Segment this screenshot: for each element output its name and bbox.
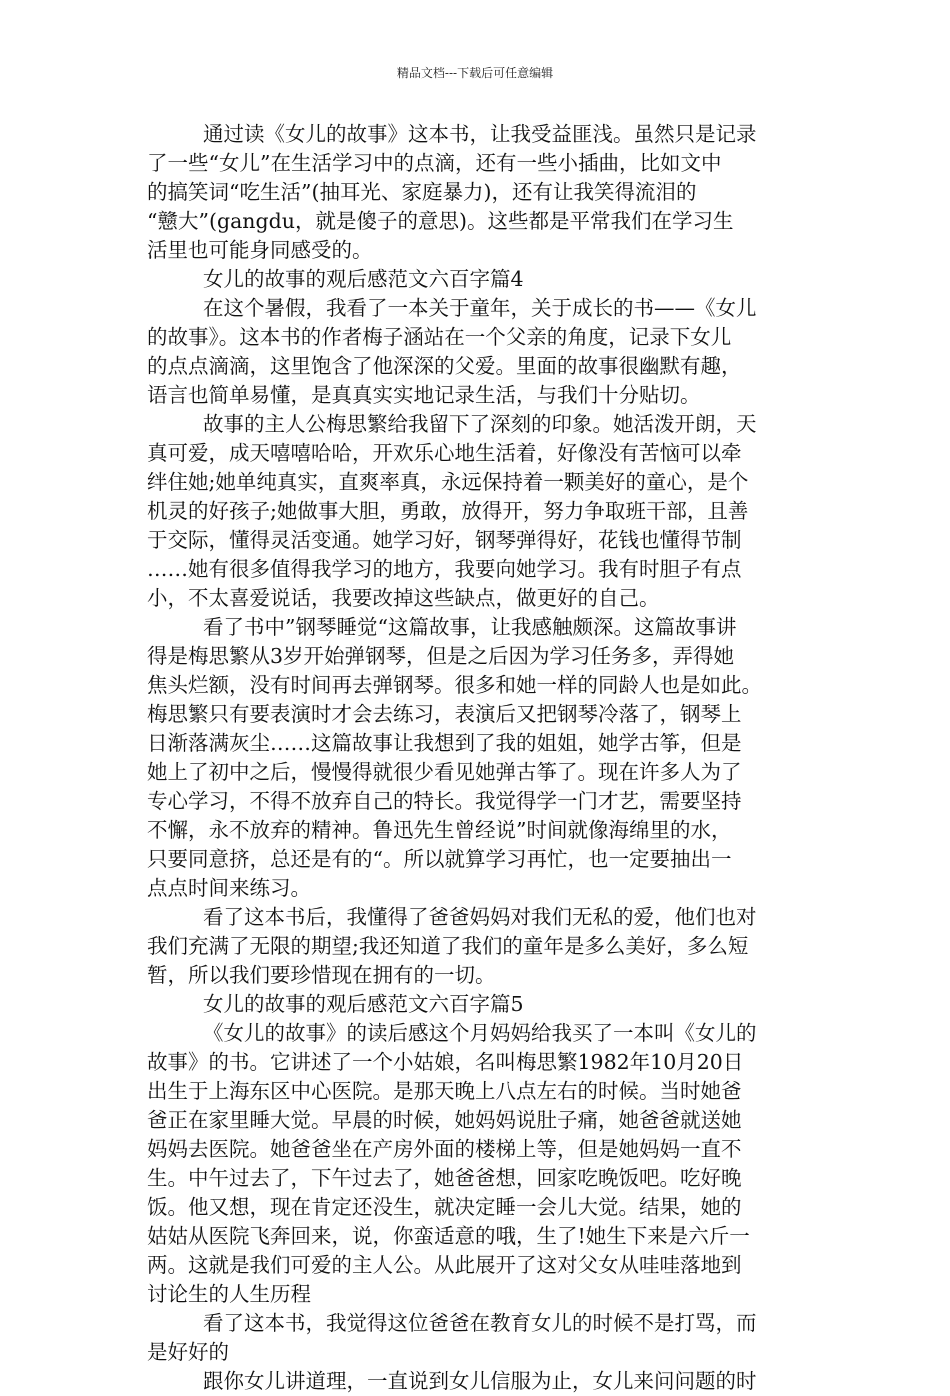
text-line: 妈妈去医院。她爸爸坐在产房外面的楼梯上等，但是她妈妈一直不 bbox=[147, 1137, 742, 1161]
text-line: 讨论生的人生历程 bbox=[147, 1282, 311, 1306]
text-line: 出生于上海东区中心医院。是那天晚上八点左右的时候。当时她爸 bbox=[147, 1079, 742, 1103]
page-header: 精品文档---下载后可任意编辑 bbox=[396, 66, 554, 80]
text-line: 看了书中”钢琴睡觉“这篇故事，让我感触颇深。这篇故事讲 bbox=[203, 615, 737, 639]
text-line: 女儿的故事的观后感范文六百字篇4 bbox=[203, 267, 524, 291]
text-line: 梅思繁只有要表演时才会去练习，表演后又把钢琴冷落了，钢琴上 bbox=[147, 702, 742, 726]
text-line: 的故事》。这本书的作者梅子涵站在一个父亲的角度，记录下女儿 bbox=[147, 325, 732, 349]
text-line: 我们充满了无限的期望;我还知道了我们的童年是多么美好，多么短 bbox=[147, 934, 749, 958]
text-line: 绊住她;她单纯真实，直爽率真，永远保持着一颗美好的童心，是个 bbox=[147, 470, 749, 494]
text-line: ……她有很多值得我学习的地方，我要向她学习。我有时胆子有点 bbox=[147, 557, 742, 581]
text-line: 只要同意挤，总还是有的“。所以就算学习再忙，也一定要抽出一 bbox=[147, 847, 732, 871]
text-line: 了一些“女儿”在生活学习中的点滴，还有一些小插曲，比如文中 bbox=[147, 151, 722, 175]
text-line: 得是梅思繁从3岁开始弹钢琴，但是之后因为学习任务多，弄得她 bbox=[147, 644, 735, 668]
text-line: 是好好的 bbox=[147, 1340, 229, 1364]
text-line: 焦头烂额，没有时间再去弹钢琴。很多和她一样的同龄人也是如此。 bbox=[147, 673, 762, 697]
text-line: 机灵的好孩子;她做事大胆，勇敢，放得开，努力争取班干部，且善 bbox=[147, 499, 749, 523]
text-line: 生。中午过去了，下午过去了，她爸爸想，回家吃晚饭吧。吃好晚 bbox=[147, 1166, 742, 1190]
text-line: 活里也可能身同感受的。 bbox=[147, 238, 373, 262]
text-line: 于交际，懂得灵活变通。她学习好，钢琴弹得好，花钱也懂得节制 bbox=[147, 528, 742, 552]
text-line: “戆大”(gangdu，就是傻子的意思)。这些都是平常我们在学习生 bbox=[147, 209, 734, 233]
text-line: 的点点滴滴，这里饱含了他深深的父爱。里面的故事很幽默有趣， bbox=[147, 354, 742, 378]
text-line: 小，不太喜爱说话，我要改掉这些缺点，做更好的自己。 bbox=[147, 586, 660, 610]
text-line: 她上了初中之后，慢慢得就很少看见她弹古筝了。现在许多人为了 bbox=[147, 760, 742, 784]
text-line: 的搞笑词“吃生活”(抽耳光、家庭暴力)，还有让我笑得流泪的 bbox=[147, 180, 697, 204]
text-line: 专心学习，不得不放弃自己的特长。我觉得学一门才艺，需要坚持 bbox=[147, 789, 742, 813]
text-line: 女儿的故事的观后感范文六百字篇5 bbox=[203, 992, 524, 1016]
text-line: 语言也简单易懂，是真真实实地记录生活，与我们十分贴切。 bbox=[147, 383, 701, 407]
text-line: 《女儿的故事》的读后感这个月妈妈给我买了一本叫《女儿的 bbox=[203, 1021, 757, 1045]
text-line: 故事》的书。它讲述了一个小姑娘，名叫梅思繁1982年10月20日 bbox=[147, 1050, 744, 1074]
text-line: 在这个暑假，我看了一本关于童年，关于成长的书——《女儿 bbox=[203, 296, 757, 320]
text-line: 看了这本书，我觉得这位爸爸在教育女儿的时候不是打骂，而 bbox=[203, 1311, 757, 1335]
text-line: 看了这本书后，我懂得了爸爸妈妈对我们无私的爱，他们也对 bbox=[203, 905, 757, 929]
text-line: 故事的主人公梅思繁给我留下了深刻的印象。她活泼开朗，天 bbox=[203, 412, 757, 436]
text-line: 通过读《女儿的故事》这本书，让我受益匪浅。虽然只是记录 bbox=[203, 122, 757, 146]
text-line: 跟你女儿讲道理，一直说到女儿信服为止，女儿来问问题的时 bbox=[203, 1369, 757, 1393]
text-line: 爸正在家里睡大觉。早晨的时候，她妈妈说肚子痛，她爸爸就送她 bbox=[147, 1108, 742, 1132]
document-body bbox=[147, 120, 807, 1396]
text-line: 两。这就是我们可爱的主人公。从此展开了这对父女从哇哇落地到 bbox=[147, 1253, 742, 1277]
text-line: 点点时间来练习。 bbox=[147, 876, 311, 900]
text-line: 不懈，永不放弃的精神。鲁迅先生曾经说”时间就像海绵里的水， bbox=[147, 818, 732, 842]
text-line: 真可爱，成天嘻嘻哈哈，开欢乐心地生活着，好像没有苦恼可以牵 bbox=[147, 441, 742, 465]
text-line: 暂，所以我们要珍惜现在拥有的一切。 bbox=[147, 963, 496, 987]
text-line: 日渐落满灰尘……这篇故事让我想到了我的姐姐，她学古筝，但是 bbox=[147, 731, 742, 755]
text-line: 姑姑从医院飞奔回来，说，你蛮适意的哦，生了!她生下来是六斤一 bbox=[147, 1224, 750, 1248]
text-line: 饭。他又想，现在肯定还没生，就决定睡一会儿大觉。结果，她的 bbox=[147, 1195, 742, 1219]
